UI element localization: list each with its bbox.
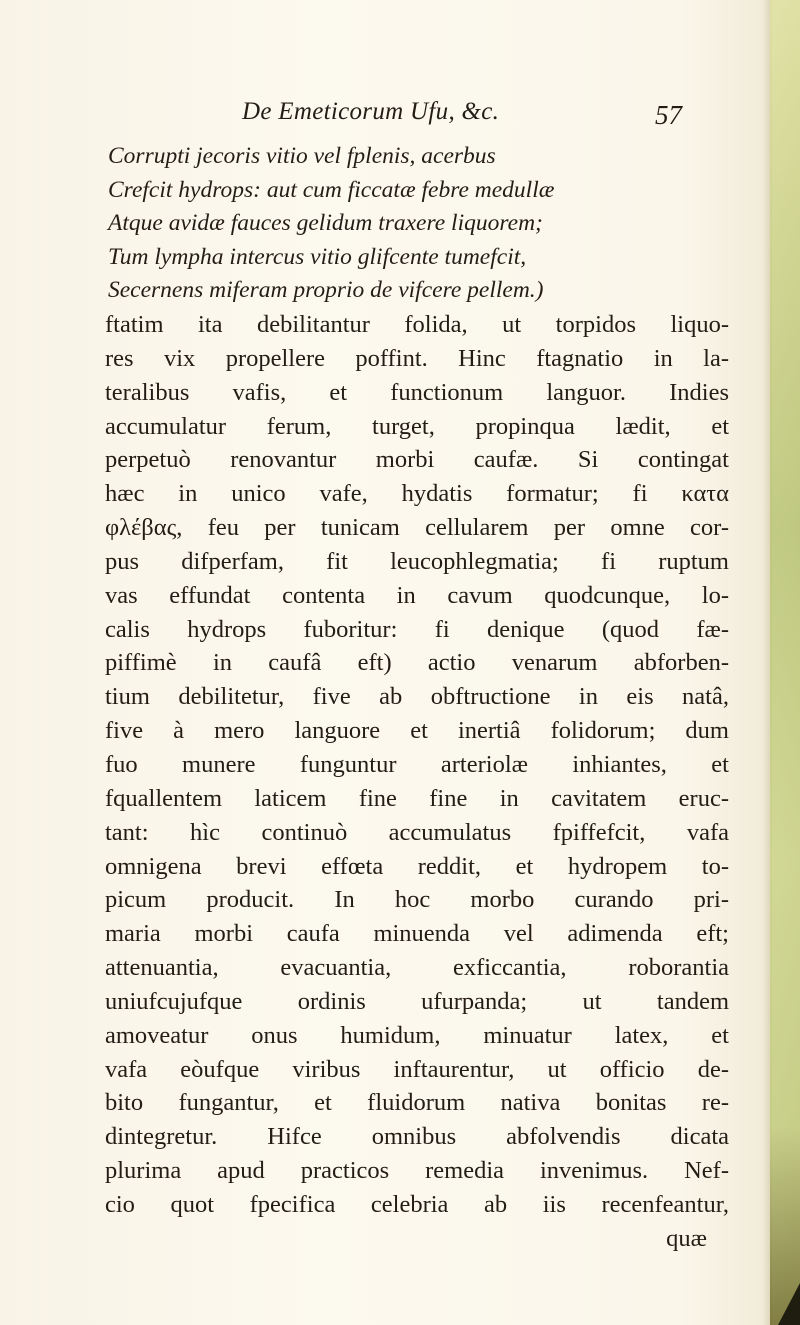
running-head xyxy=(0,98,800,138)
text-line: vas effundat contenta in cavum quodcunque, lo- xyxy=(105,581,729,609)
text-line: fuo munere funguntur arteriolæ inhiantes, et xyxy=(105,750,729,778)
text-line: perpetuò renovantur morbi caufæ. Si contingat xyxy=(105,446,729,474)
verse-line: Crefcit hydrops: aut cum ficcatæ febre medullæ xyxy=(108,176,555,203)
text-line: vafa eòufque viribus inftaurentur, ut officio de- xyxy=(105,1055,729,1083)
page-number: 57 xyxy=(655,100,682,130)
page-edge-strip xyxy=(770,0,800,1325)
text-line: picum producit. In hoc morbo curando pri- xyxy=(105,886,729,914)
text-line: maria morbi caufa minuenda vel adimenda eft; xyxy=(105,920,729,948)
text-line: amoveatur onus humidum, minuatur latex, et xyxy=(105,1021,729,1049)
text-line: dintegretur. Hifce omnibus abfolvendis dicata xyxy=(105,1123,729,1151)
catchword: quæ xyxy=(666,1224,707,1252)
text-line: hæc in unico vafe, hydatis formatur; fi κατα xyxy=(105,480,729,508)
verse-line: Secernens miferam proprio de vifcere pellem.) xyxy=(108,277,544,303)
text-line: attenuantia, evacuantia, exficcantia, roborantia xyxy=(105,954,729,982)
text-line: uniufcujufque ordinis ufurpanda; ut tandem xyxy=(105,987,729,1015)
verse-line: Tum lympha intercus vitio glifcente tumefcit, xyxy=(108,243,527,270)
text-line: cio quot fpecifica celebria ab iis recenfeantur, xyxy=(105,1190,729,1218)
text-line: piffimè in caufâ eft) actio venarum abforben- xyxy=(105,649,729,677)
running-title: De Emeticorum Ufu, &c. xyxy=(242,98,500,125)
text-line: tium debilitetur, five ab obftructione in eis natâ, xyxy=(105,683,729,711)
text-line: tant: hìc continuò accumulatus fpiffefcit, vafa xyxy=(105,818,729,846)
text-line: plurima apud practicos remedia invenimus. Nef- xyxy=(105,1157,729,1185)
verse-line: Corrupti jecoris vitio vel fplenis, acerbus xyxy=(108,143,496,169)
verse-line: Atque avidæ fauces gelidum traxere liquorem; xyxy=(108,210,543,236)
text-line: φλέβας, feu per tunicam cellularem per omne cor- xyxy=(105,514,729,542)
text-line: res vix propellere poffint. Hinc ftagnatio in la- xyxy=(105,344,729,372)
text-line: pus difperfam, fit leucophlegmatia; fi ruptum xyxy=(105,547,729,575)
text-line: fquallentem laticem fine fine in cavitatem eruc- xyxy=(105,784,729,812)
text-line: teralibus vafis, et functionum languor. Indies xyxy=(105,378,729,406)
body-text xyxy=(105,308,729,1256)
corner-mark xyxy=(778,1283,800,1325)
text-line: calis hydrops fuboritur: fi denique (quod fæ- xyxy=(105,615,729,643)
verse-quotation xyxy=(108,140,728,308)
text-line: ftatim ita debilitantur folida, ut torpidos liquo- xyxy=(105,311,729,338)
text-line: omnigena brevi effœta reddit, et hydropem to- xyxy=(105,852,729,880)
text-line: bito fungantur, et fluidorum nativa bonitas re- xyxy=(105,1089,729,1117)
text-line: accumulatur ferum, turget, propinqua lædit, et xyxy=(105,412,729,440)
text-line: five à mero languore et inertiâ folidorum; dum xyxy=(105,717,729,745)
